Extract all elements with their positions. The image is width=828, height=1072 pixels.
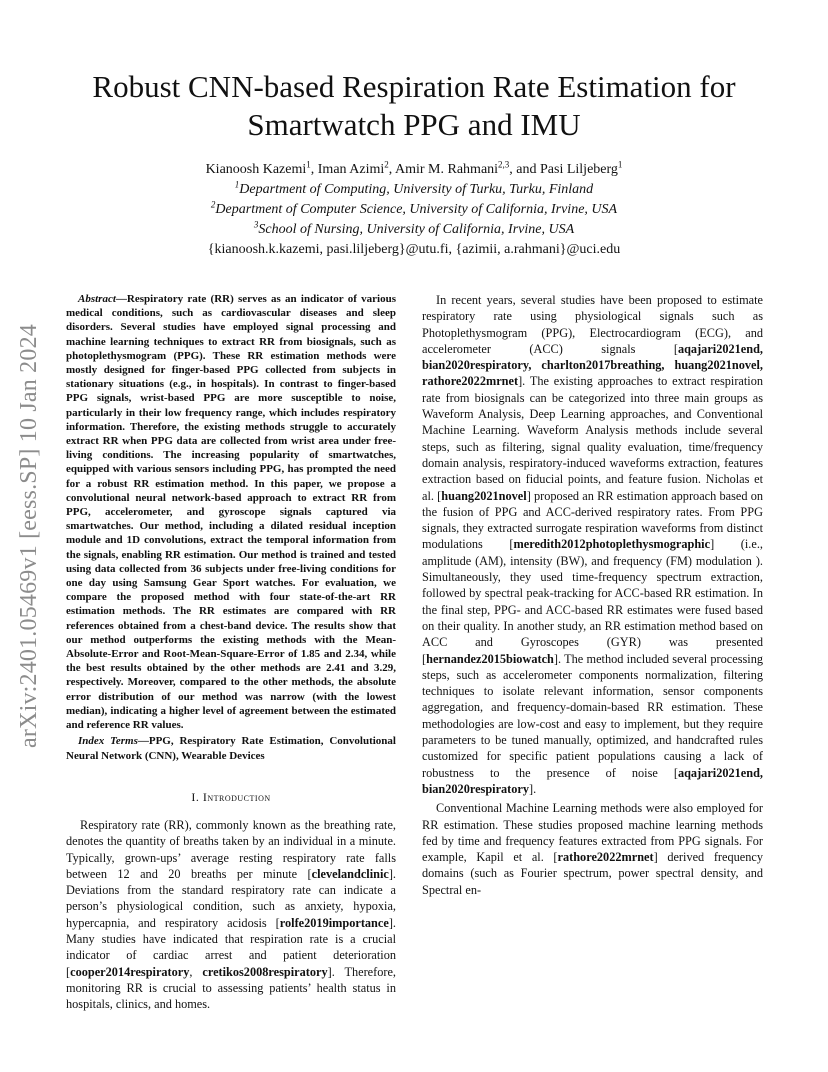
citation: aqajari2021end, bian2020respiratory, charlton2017breathing, huang2021novel, rathore2022mrnet [422,341,763,389]
arxiv-identifier: arXiv:2401.05469v1 [eess.SP] 10 Jan 2024 [16,324,42,748]
index-terms-text: —PPG, Respiratory Rate Estimation, Convolutional Neural Network (CNN), Wearable Devices [66,735,396,762]
text-run: ]. [529,781,537,796]
affiliation [60,200,768,220]
right-column [422,292,763,901]
author-affiliation-mark: 2,3 [498,159,510,170]
intro-paragraph-2 [422,292,763,797]
affiliation-text: Department of Computer Science, University of California, Irvine, USA [215,202,618,217]
author-affiliation-mark: 2 [384,159,389,170]
abstract [66,292,396,732]
author-block [60,160,768,260]
affiliation-text: School of Nursing, University of California, Irvine, USA [258,222,575,237]
text-run: ] proposed an RR estimation approach based on the fusion of PPG and ACC-derived respiratory rates. From PPG signals, they extracted surrogate respiration waveforms from distinct modulations [ [422,488,763,552]
intro-paragraph-1 [66,817,396,1013]
citation: hernandez2015biowatch [426,651,554,666]
text-run: ]. Deviations from the standard respiratory rate can indicate a person’s physiological condition, such as anxiety, hypoxia, hypercapnia, and respiratory acidosis [ [66,866,396,930]
text-run: ] (i.e., amplitude (AM), intensity (BW), and frequency (FM) modulation ). Simultaneously, they used time-frequency spectrum extraction, followed by spectral peak-tracking for ACC-based RR estimation. In the final step, PPG- and ACC-based RR estimates were fused based on their quality. In another study, an RR estimation method based on ACC and Gyroscopes (GYR) was presented [ [422,537,763,666]
citation: meredith2012photoplethysmographic [513,537,711,552]
text-run: ]. Many studies have indicated that respiration rate is a crucial indicator of cardiac arrest and patient deterioration [ [66,915,396,979]
citation: huang2021novel [441,488,527,503]
abstract-lead: Abstract [78,293,116,305]
text-run: ] derived frequency domains (such as Fourier spectrum, power spectral density, and Spectral en- [422,850,763,897]
text-run: In recent years, several studies have been proposed to estimate respiratory rate using physiological signals such as Photoplethysmogram (PPG), Electrocardiogram (ECG), and accelerometer (ACC) signals [ [422,293,763,356]
citation: rathore2022mrnet [557,850,654,865]
affiliation-mark: 2 [210,199,216,210]
citation: cooper2014respiratory [70,964,190,979]
author-emails: {kianoosh.k.kazemi, pasi.liljeberg}@utu.fi, {azimii, a.rahmani}@uci.edu [207,242,621,257]
section-heading-introduction: I. Introduction [191,789,271,804]
affiliation-mark: 3 [253,219,259,230]
citation: aqajari2021end, bian2020respiratory [422,765,763,796]
author-name: Amir M. Rahmani [395,162,499,177]
left-column [66,292,396,1016]
affiliation [60,180,768,200]
arxiv-sidebar [14,288,54,748]
author-affiliation-mark: 1 [306,159,311,170]
citation: cretikos2008respiratory [202,964,328,979]
author-name: Kianoosh Kazemi [205,162,307,177]
text-run: , [189,964,203,979]
abstract-text: —Respiratory rate (RR) serves as an indicator of various medical conditions, such as cardiovascular diseases and sleep disorders. Several studies have employed signal processing and machine learning techniques to extract RR from biosignals, such as photoplethysmogram (PPG). These RR estimation methods were mostly designed for finger-based PPG collected from subjects in stationary situations (e.g., in hospitals). In contrast to finger-based PPG signals, wrist-based PPG are more susceptible to noise, particularly in their low frequency range, which includes respiratory information. Therefore, the existing methods struggle to accurately extract RR when PPG data are collected from wrist area under free-living conditions. The increasing popularity of smartwatches, equipped with various sensors including PPG, has prompted the need for a robust RR estimation method. In this paper, we propose a convolutional neural network-based approach to extract RR from PPG, accelerometer, and gyroscope signals captured via smartwatches. Our method, including a dilated residual inception module and 1D convolutions, extract the temporal information from the signals, enabling RR estimation. Our method is trained and tested using data collected from 36 subjects under free-living conditions for one day using Samsung Gear Sport watches. For evaluation, we compare the proposed method with four state-of-the-art RR estimation methods. The RR estimates are compared with RR references obtained from a chest-band device. The results show that our method outperforms the existing methods with the Mean-Absolute-Error and Root-Mean-Square-Error of 1.85 and 2.34, while the best results obtained by the other methods are 2.41 and 3.29, respectively. Moreover, compared to the other methods, the absolute error distribution of our method was narrow (with the lowest median), indicating a higher level of agreement between the estimated and reference RR values. [66,293,396,732]
author-list [60,160,768,180]
affiliation-text: Department of Computing, University of Turku, Turku, Finland [239,182,594,197]
text-run: Conventional Machine Learning methods were also employed for RR estimation. These studies proposed machine learning methods fed by time and frequency features extracted from PPG signals. For example, Kapil et al. [ [422,801,763,865]
text-run: Respiratory rate (RR), commonly known as the breathing rate, denotes the quantity of breaths taken by an individual in a minute. Typically, grown-ups’ average resting respiratory rate falls between 12 and 20 breaths per minute [ [66,818,396,881]
author-name: Pasi Liljeberg [540,162,618,177]
index-terms [66,734,396,762]
text-run: ]. The method included several processing steps, such as accelerometer components normalization, filtering techniques to isolate relevant information, sensor components aggregation, and frequency-domain-based RR estimation. These methodologies are low-cost and easy to implement, but they require parameters to be tuned manually, optimized, and handcrafted rules customized for specific patient populations causing a lack of robustness to the presence of noise [ [422,651,763,780]
index-terms-lead: Index Terms [78,735,138,748]
citation: rolfe2019importance [279,915,389,930]
author-affiliation-mark: 1 [617,159,623,170]
affiliation [60,220,768,240]
text-run: ]. The existing approaches to extract respiration rate from biosignals can be categorized into three main groups as Waveform Analysis, Deep Learning approaches, and Conventional Machine Learning. Waveform Analysis methods include several steps, such as filtering, signal quality evaluation, time/frequency domain analysis, respiratory-induced waveforms extraction, features extraction based on fiducial points, and feature fusion. Nicholas et al. [ [422,374,763,503]
author-separator: , [388,162,395,177]
author-separator: , [310,162,318,177]
author-name: Iman Azimi [317,162,385,177]
author-separator: , and [509,162,541,177]
affiliation-mark: 1 [234,179,240,190]
text-run: ]. Therefore, monitoring RR is crucial to assessing patients’ health status in hospitals, clinics, and homes. [66,964,396,1012]
citation: clevelandclinic [311,866,389,881]
intro-paragraph-3 [422,800,763,898]
paper-title: Robust CNN-based Respiration Rate Estimation for Smartwatch PPG and IMU [92,69,736,142]
